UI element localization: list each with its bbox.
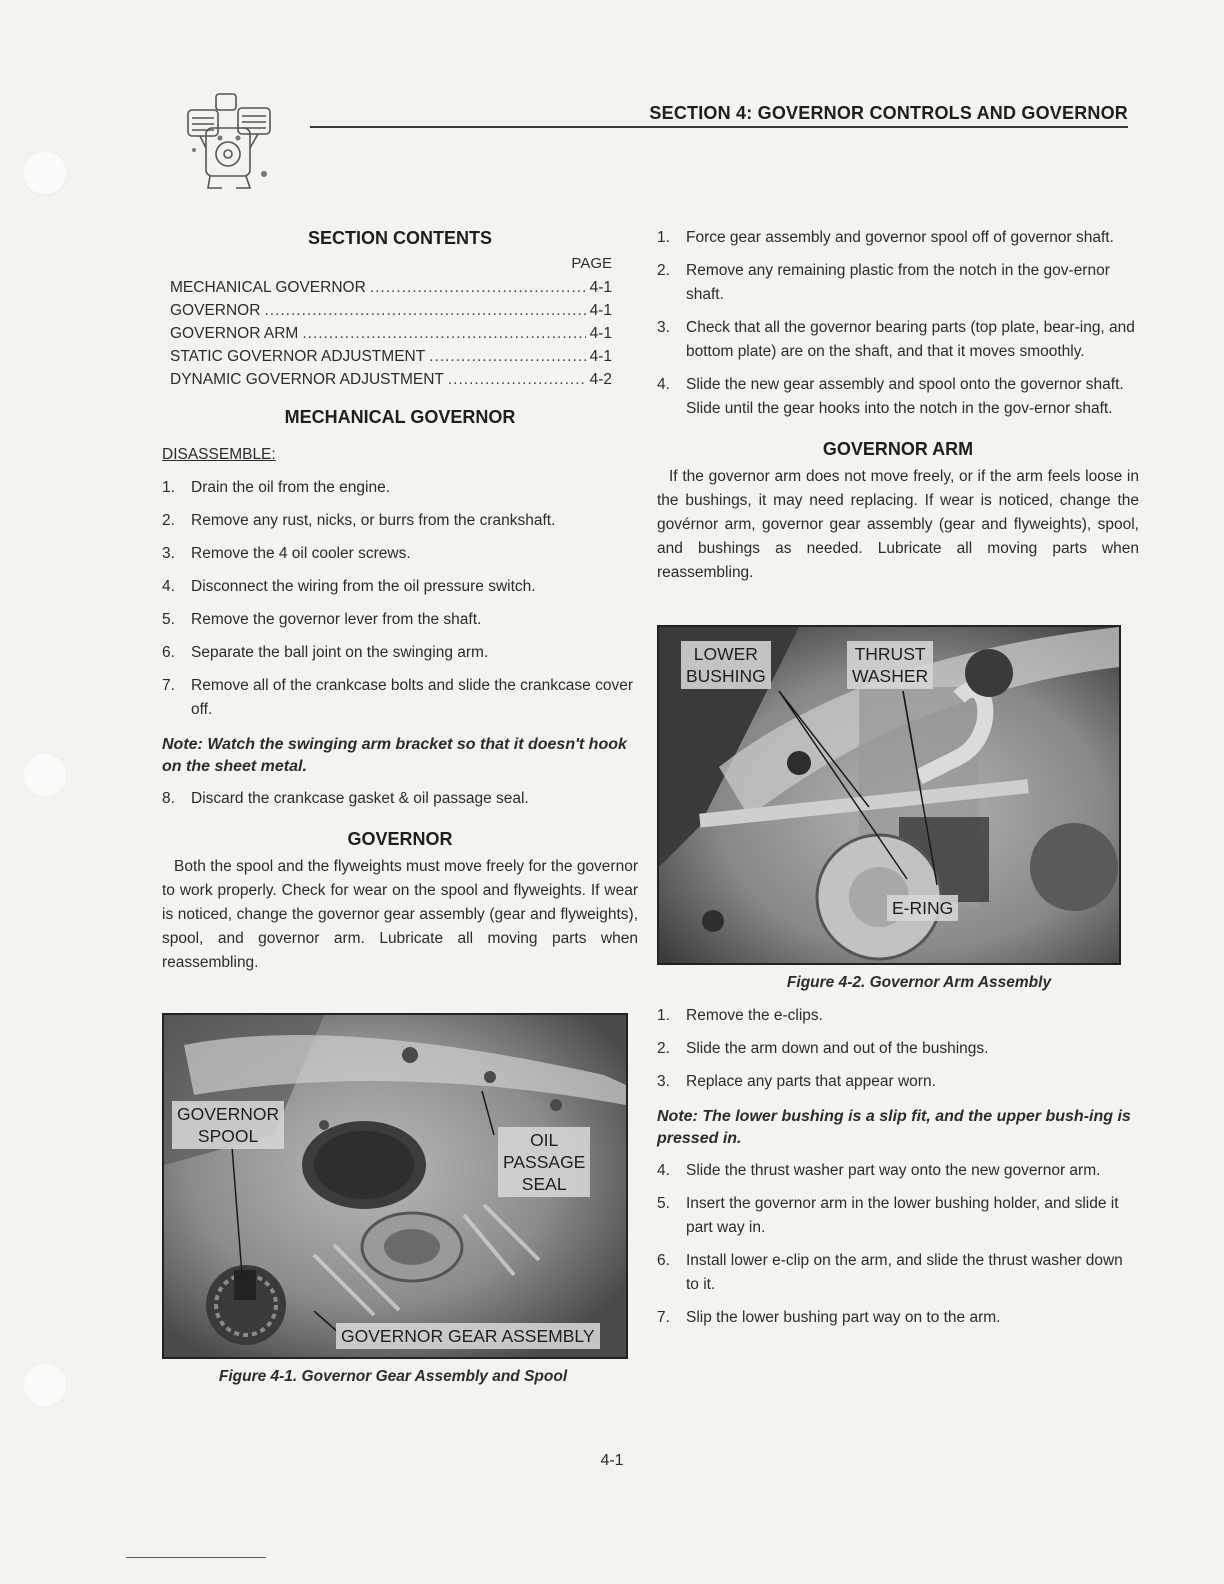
step-number: 4. [162,578,175,595]
step-text: Remove the 4 oil cooler screws. [191,545,411,562]
toc-entry-page: 4-1 [589,348,612,365]
callout-line: SPOOL [197,1126,259,1146]
step-number: 2. [657,262,670,279]
toc-entry[interactable] [170,345,612,368]
step-text: Slide the arm down and out of the bushings. [686,1040,989,1057]
right-column [657,226,1139,1330]
step-text: Slip the lower bushing part way on to the arm. [686,1309,1001,1326]
toc-entry-label: GOVERNOR [170,302,261,319]
step-text: Check that all the governor bearing parts (top plate, bear-ing, and bottom plate) are on the shaft, and that it moves smoothly. [686,319,1135,360]
list-item [162,641,638,665]
toc-entry-page: 4-2 [589,371,612,388]
list-item [657,1249,1139,1297]
step-text: Remove the e-clips. [686,1007,823,1024]
list-item [162,787,638,811]
toc-leader-dots [429,345,585,368]
callout-line: SEAL [521,1174,567,1194]
toc-leader-dots [302,322,585,345]
arm-removal-steps [657,1004,1139,1094]
callout-line: GOVERNOR [177,1104,280,1124]
callout-governor-spool [172,1101,284,1149]
list-item [657,1037,1139,1061]
toc-entry[interactable] [170,299,612,322]
list-item [162,509,638,533]
figure-4-1-caption: Figure 4-1. Governor Gear Assembly and Spool [218,1368,568,1385]
step-number: 3. [162,545,175,562]
callout-line: LOWER [693,644,758,664]
toc-entry[interactable] [170,276,612,299]
mechanical-governor-heading: MECHANICAL GOVERNOR [284,407,516,427]
page-number: 4-1 [600,1452,624,1469]
figure-4-2-caption: Figure 4-2. Governor Arm Assembly [786,974,1052,991]
step-number: 2. [657,1040,670,1057]
list-item [657,259,1139,307]
step-text: Remove any remaining plastic from the notch in the gov-ernor shaft. [686,262,1110,303]
list-item [162,542,638,566]
disassemble-label: DISASSEMBLE: [162,446,276,463]
engine-logo-icon [180,88,280,194]
callout-line: THRUST [854,644,926,664]
governor-heading: GOVERNOR [347,829,453,849]
list-item [162,608,638,632]
figure-governor-arm-photo [657,625,1121,965]
section-header-title: SECTION 4: GOVERNOR CONTROLS AND GOVERNOR [649,103,1128,123]
step-text: Slide the thrust washer part way onto the new governor arm. [686,1162,1101,1179]
callout-line: WASHER [852,666,929,686]
callout-line: OIL [530,1130,559,1150]
list-item [657,316,1139,364]
step-number: 8. [162,790,175,807]
toc-entry-label: GOVERNOR ARM [170,325,299,342]
list-item [657,1306,1139,1330]
disassemble-steps-continued [162,787,638,811]
callout-thrust-washer [847,641,933,689]
step-text: Remove any rust, nicks, or burrs from the crankshaft. [191,512,556,529]
binder-hole-bottom [22,1362,68,1408]
step-text: Install lower e-clip on the arm, and slide the thrust washer down to it. [686,1252,1123,1293]
callout-lower-bushing [681,641,771,689]
step-number: 4. [657,1162,670,1179]
toc-entry-label: DYNAMIC GOVERNOR ADJUSTMENT [170,371,444,388]
toc-page-label: PAGE [571,255,612,272]
list-item [162,476,638,500]
step-text: Slide the new gear assembly and spool onto the governor shaft. Slide until the gear hooks into the notch in the gov-ernor shaft. [686,376,1124,417]
scan-artifact-line [126,1557,266,1558]
governor-arm-heading: GOVERNOR ARM [822,439,974,459]
step-number: 5. [162,611,175,628]
bushing-fit-note: Note: The lower bushing is a slip fit, and the upper bush-ing is pressed in. [657,1108,1131,1147]
list-item [657,1159,1139,1183]
toc-leader-dots [448,368,586,391]
step-text: Replace any parts that appear worn. [686,1073,936,1090]
callout-governor-gear-assembly: GOVERNOR GEAR ASSEMBLY [336,1323,600,1349]
step-number: 7. [657,1309,670,1326]
header-rule [310,126,1128,128]
governor-arm-paragraph: If the governor arm does not move freely, or if the arm feels loose in the bushings, it may need replacing. If wear is noticed, change the govérnor arm, governor gear assembly (gear and flyweights), spool, and bushings as needed. Lubricate all moving parts when reassembling. [657,468,1139,581]
callout-e-ring: E-RING [887,895,958,921]
step-text: Insert the governor arm in the lower bushing holder, and slide it part way in. [686,1195,1119,1236]
step-number: 1. [162,479,175,496]
step-number: 6. [657,1252,670,1269]
step-text: Force gear assembly and governor spool off of governor shaft. [686,229,1114,246]
toc-entry-page: 4-1 [589,325,612,342]
toc-entry[interactable] [170,322,612,345]
step-number: 1. [657,1007,670,1024]
step-number: 3. [657,319,670,336]
toc-entry[interactable] [170,368,612,391]
left-column [162,226,638,1389]
toc-leader-dots [264,299,585,322]
list-item [657,1004,1139,1028]
step-number: 6. [162,644,175,661]
governor-paragraph: Both the spool and the flyweights must move freely for the governor to work properly. Check for wear on the spool and flyweights. If wear is noticed, change the governor gear assembly (gear and flyweights), spool, and governor arm. Lubricate all moving parts when reassembling. [162,858,638,971]
list-item [657,1070,1139,1094]
figure-governor-gear-photo [162,1013,628,1359]
step-text: Discard the crankcase gasket & oil passage seal. [191,790,529,807]
gear-replacement-steps [657,226,1139,421]
callout-line: PASSAGE [503,1152,586,1172]
step-number: 3. [657,1073,670,1090]
step-text: Remove all of the crankcase bolts and slide the crankcase cover off. [191,677,633,718]
step-number: 1. [657,229,670,246]
list-item [657,373,1139,421]
step-text: Drain the oil from the engine. [191,479,391,496]
callout-oil-passage-seal [498,1127,590,1197]
list-item [657,226,1139,250]
binder-hole-middle [22,752,68,798]
binder-hole-top [22,150,68,196]
step-text: Separate the ball joint on the swinging arm. [191,644,489,661]
step-number: 4. [657,376,670,393]
step-text: Disconnect the wiring from the oil pressure switch. [191,578,536,595]
toc-entry-label: MECHANICAL GOVERNOR [170,279,366,296]
section-contents-title: SECTION CONTENTS [307,228,492,248]
toc-entry-label: STATIC GOVERNOR ADJUSTMENT [170,348,426,365]
list-item [162,674,638,722]
arm-install-steps [657,1159,1139,1330]
disassemble-steps [162,476,638,722]
toc-entry-page: 4-1 [589,279,612,296]
swinging-arm-note: Note: Watch the swinging arm bracket so that it doesn't hook on the sheet metal. [162,736,627,775]
step-text: Remove the governor lever from the shaft. [191,611,482,628]
step-number: 5. [657,1195,670,1212]
list-item [162,575,638,599]
step-number: 7. [162,677,175,694]
callout-line: BUSHING [686,666,766,686]
table-of-contents [170,252,612,391]
step-number: 2. [162,512,175,529]
toc-leader-dots [370,276,586,299]
list-item [657,1192,1139,1240]
toc-entry-page: 4-1 [589,302,612,319]
